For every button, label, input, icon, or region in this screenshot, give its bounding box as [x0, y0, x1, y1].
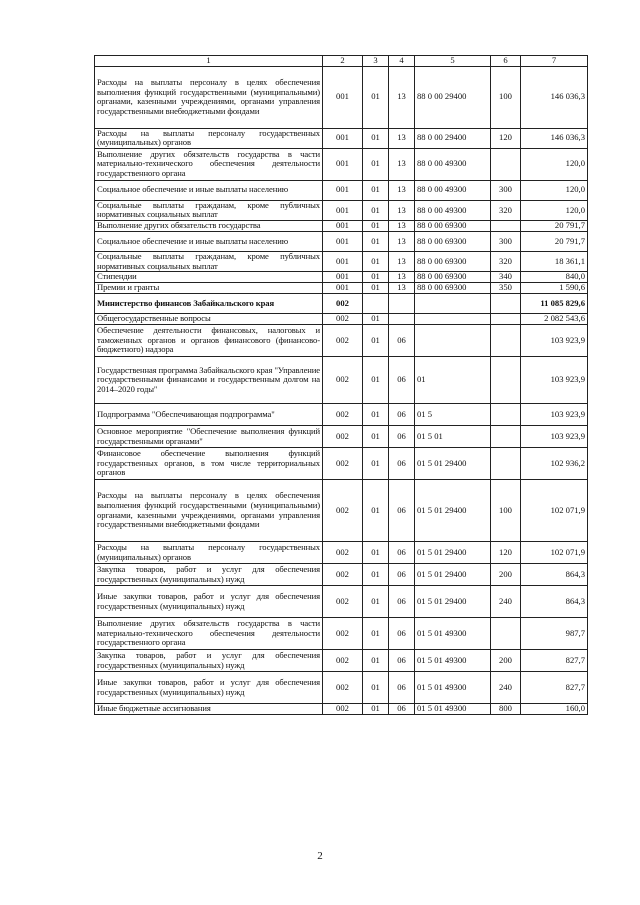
- subsection-code-cell: 06: [389, 704, 415, 715]
- target-article-cell: 88 0 00 69300: [415, 283, 491, 294]
- item-name-cell: Закупка товаров, работ и услуг для обеспечения государственных (муниципальных) нужд: [95, 650, 323, 672]
- target-article-cell: 88 0 00 69300: [415, 220, 491, 231]
- target-article-cell: 01 5: [415, 404, 491, 426]
- section-code-cell: 01: [363, 220, 389, 231]
- expense-type-cell: [491, 448, 521, 480]
- amount-cell: 20 791,7: [521, 220, 588, 231]
- item-name-cell: Социальное обеспечение и иные выплаты населению: [95, 231, 323, 251]
- item-name-cell: Социальные выплаты гражданам, кроме публичных нормативных социальных выплат: [95, 251, 323, 271]
- section-code-cell: 01: [363, 618, 389, 650]
- table-row: [95, 672, 588, 704]
- item-name-cell: Выполнение других обязательств государства в части материально-технического обеспечения деятельности государственного органа: [95, 618, 323, 650]
- admin-code-cell: 002: [323, 618, 363, 650]
- expense-type-cell: 200: [491, 564, 521, 586]
- amount-cell: 120,0: [521, 200, 588, 220]
- section-code-cell: 01: [363, 66, 389, 128]
- expense-type-cell: [491, 314, 521, 325]
- item-name-cell: Государственная программа Забайкальского края "Управление государственными финансами и государственным долгом на 2014–2020 годы": [95, 357, 323, 404]
- expense-type-cell: [491, 294, 521, 314]
- amount-cell: 840,0: [521, 272, 588, 283]
- subsection-code-cell: 13: [389, 272, 415, 283]
- table-row: [95, 480, 588, 542]
- amount-cell: 20 791,7: [521, 231, 588, 251]
- header-col-5: 5: [415, 56, 491, 67]
- target-article-cell: 01 5 01 49300: [415, 618, 491, 650]
- table-row: [95, 283, 588, 294]
- expense-type-cell: 320: [491, 200, 521, 220]
- table-header-row: [95, 56, 588, 67]
- target-article-cell: 01 5 01 29400: [415, 448, 491, 480]
- admin-code-cell: 002: [323, 325, 363, 357]
- table-row: [95, 200, 588, 220]
- amount-cell: 11 085 829,6: [521, 294, 588, 314]
- subsection-code-cell: 13: [389, 148, 415, 180]
- amount-cell: 103 923,9: [521, 357, 588, 404]
- expense-type-cell: 300: [491, 231, 521, 251]
- table-row: [95, 180, 588, 200]
- target-article-cell: 88 0 00 49300: [415, 148, 491, 180]
- budget-table: [94, 55, 588, 715]
- item-name-cell: Выполнение других обязательств государства в части материально-технического обеспечения деятельности государственного органа: [95, 148, 323, 180]
- section-code-cell: 01: [363, 404, 389, 426]
- amount-cell: 103 923,9: [521, 404, 588, 426]
- header-col-7: 7: [521, 56, 588, 67]
- amount-cell: 827,7: [521, 650, 588, 672]
- section-code-cell: 01: [363, 272, 389, 283]
- target-article-cell: 88 0 00 69300: [415, 251, 491, 271]
- item-name-cell: Расходы на выплаты персоналу государственных (муниципальных) органов: [95, 128, 323, 148]
- table-row: [95, 128, 588, 148]
- subsection-code-cell: 06: [389, 480, 415, 542]
- target-article-cell: 01 5 01 49300: [415, 672, 491, 704]
- admin-code-cell: 001: [323, 283, 363, 294]
- section-code-cell: 01: [363, 128, 389, 148]
- admin-code-cell: 002: [323, 426, 363, 448]
- target-article-cell: 01 5 01 29400: [415, 480, 491, 542]
- amount-cell: 18 361,1: [521, 251, 588, 271]
- admin-code-cell: 002: [323, 480, 363, 542]
- table-row: [95, 231, 588, 251]
- amount-cell: 120,0: [521, 148, 588, 180]
- subsection-code-cell: 06: [389, 672, 415, 704]
- target-article-cell: 01: [415, 357, 491, 404]
- amount-cell: 160,0: [521, 704, 588, 715]
- table-row: [95, 404, 588, 426]
- expense-type-cell: 200: [491, 650, 521, 672]
- admin-code-cell: 001: [323, 200, 363, 220]
- expense-type-cell: 320: [491, 251, 521, 271]
- section-code-cell: 01: [363, 650, 389, 672]
- subsection-code-cell: 06: [389, 404, 415, 426]
- header-col-3: 3: [363, 56, 389, 67]
- expense-type-cell: [491, 618, 521, 650]
- amount-cell: 987,7: [521, 618, 588, 650]
- admin-code-cell: 002: [323, 404, 363, 426]
- admin-code-cell: 002: [323, 586, 363, 618]
- table-row: [95, 294, 588, 314]
- page-number: 2: [317, 850, 323, 862]
- subsection-code-cell: 06: [389, 325, 415, 357]
- item-name-cell: Социальное обеспечение и иные выплаты населению: [95, 180, 323, 200]
- admin-code-cell: 002: [323, 357, 363, 404]
- table-row: [95, 325, 588, 357]
- expense-type-cell: [491, 404, 521, 426]
- item-name-cell: Расходы на выплаты персоналу в целях обеспечения выполнения функций государственными (муниципальными) органами, казенными учреждениями, органами управления государственными внебюджетными фондами: [95, 480, 323, 542]
- subsection-code-cell: 13: [389, 231, 415, 251]
- subsection-code-cell: 13: [389, 66, 415, 128]
- section-code-cell: 01: [363, 283, 389, 294]
- table-row: [95, 357, 588, 404]
- target-article-cell: [415, 314, 491, 325]
- amount-cell: 103 923,9: [521, 426, 588, 448]
- expense-type-cell: 120: [491, 128, 521, 148]
- target-article-cell: 01 5 01 49300: [415, 650, 491, 672]
- target-article-cell: 88 0 00 69300: [415, 272, 491, 283]
- table-row: [95, 542, 588, 564]
- subsection-code-cell: 13: [389, 283, 415, 294]
- admin-code-cell: 001: [323, 231, 363, 251]
- item-name-cell: Социальные выплаты гражданам, кроме публичных нормативных социальных выплат: [95, 200, 323, 220]
- section-code-cell: 01: [363, 180, 389, 200]
- item-name-cell: Иные закупки товаров, работ и услуг для обеспечения государственных (муниципальных) нужд: [95, 586, 323, 618]
- table-row: [95, 564, 588, 586]
- item-name-cell: Выполнение других обязательств государства: [95, 220, 323, 231]
- section-code-cell: 01: [363, 325, 389, 357]
- subsection-code-cell: 13: [389, 220, 415, 231]
- expense-type-cell: [491, 357, 521, 404]
- subsection-code-cell: 06: [389, 564, 415, 586]
- amount-cell: 102 071,9: [521, 542, 588, 564]
- header-col-2: 2: [323, 56, 363, 67]
- section-code-cell: 01: [363, 426, 389, 448]
- target-article-cell: 88 0 00 69300: [415, 231, 491, 251]
- table-row: [95, 618, 588, 650]
- table-row: [95, 272, 588, 283]
- item-name-cell: Подпрограмма "Обеспечивающая подпрограмма": [95, 404, 323, 426]
- target-article-cell: 01 5 01 29400: [415, 586, 491, 618]
- table-row: [95, 314, 588, 325]
- amount-cell: 864,3: [521, 564, 588, 586]
- admin-code-cell: 001: [323, 180, 363, 200]
- item-name-cell: Общегосударственные вопросы: [95, 314, 323, 325]
- admin-code-cell: 001: [323, 148, 363, 180]
- admin-code-cell: 002: [323, 672, 363, 704]
- expense-type-cell: [491, 220, 521, 231]
- target-article-cell: [415, 294, 491, 314]
- admin-code-cell: 001: [323, 128, 363, 148]
- section-code-cell: 01: [363, 148, 389, 180]
- admin-code-cell: 001: [323, 251, 363, 271]
- admin-code-cell: 002: [323, 542, 363, 564]
- amount-cell: 2 082 543,6: [521, 314, 588, 325]
- expense-type-cell: 100: [491, 480, 521, 542]
- table-row: [95, 448, 588, 480]
- expense-type-cell: [491, 426, 521, 448]
- target-article-cell: 88 0 00 29400: [415, 66, 491, 128]
- subsection-code-cell: 06: [389, 542, 415, 564]
- expense-type-cell: 240: [491, 586, 521, 618]
- target-article-cell: 01 5 01 29400: [415, 564, 491, 586]
- amount-cell: 103 923,9: [521, 325, 588, 357]
- amount-cell: 120,0: [521, 180, 588, 200]
- subsection-code-cell: 06: [389, 357, 415, 404]
- budget-document-page: [94, 55, 587, 715]
- section-code-cell: 01: [363, 704, 389, 715]
- expense-type-cell: 350: [491, 283, 521, 294]
- section-code-cell: 01: [363, 231, 389, 251]
- amount-cell: 102 071,9: [521, 480, 588, 542]
- amount-cell: 827,7: [521, 672, 588, 704]
- amount-cell: 146 036,3: [521, 128, 588, 148]
- table-row: [95, 586, 588, 618]
- section-code-cell: 01: [363, 251, 389, 271]
- expense-type-cell: [491, 148, 521, 180]
- section-code-cell: 01: [363, 448, 389, 480]
- subsection-code-cell: 13: [389, 180, 415, 200]
- section-code-cell: 01: [363, 200, 389, 220]
- item-name-cell: Основное мероприятие "Обеспечение выполнения функций государственными органами": [95, 426, 323, 448]
- admin-code-cell: 002: [323, 448, 363, 480]
- item-name-cell: Финансовое обеспечение выполнения функций государственных органов, в том числе территориальных органов: [95, 448, 323, 480]
- admin-code-cell: 001: [323, 272, 363, 283]
- target-article-cell: 01 5 01 49300: [415, 704, 491, 715]
- amount-cell: 1 590,6: [521, 283, 588, 294]
- expense-type-cell: 300: [491, 180, 521, 200]
- section-code-cell: 01: [363, 480, 389, 542]
- target-article-cell: [415, 325, 491, 357]
- subsection-code-cell: 13: [389, 128, 415, 148]
- section-code-cell: 01: [363, 314, 389, 325]
- section-code-cell: 01: [363, 586, 389, 618]
- target-article-cell: 01 5 01: [415, 426, 491, 448]
- item-name-cell: Обеспечение деятельности финансовых, налоговых и таможенных органов и органов финансового (финансово-бюджетного) надзора: [95, 325, 323, 357]
- expense-type-cell: 100: [491, 66, 521, 128]
- subsection-code-cell: 13: [389, 200, 415, 220]
- expense-type-cell: [491, 325, 521, 357]
- section-code-cell: 01: [363, 357, 389, 404]
- admin-code-cell: 002: [323, 704, 363, 715]
- item-name-cell: Иные бюджетные ассигнования: [95, 704, 323, 715]
- item-name-cell: Стипендии: [95, 272, 323, 283]
- subsection-code-cell: [389, 314, 415, 325]
- subsection-code-cell: [389, 294, 415, 314]
- section-code-cell: 01: [363, 564, 389, 586]
- target-article-cell: 88 0 00 49300: [415, 180, 491, 200]
- section-code-cell: 01: [363, 542, 389, 564]
- expense-type-cell: 340: [491, 272, 521, 283]
- admin-code-cell: 002: [323, 314, 363, 325]
- section-code-cell: 01: [363, 672, 389, 704]
- expense-type-cell: 800: [491, 704, 521, 715]
- table-row: [95, 66, 588, 128]
- subsection-code-cell: 06: [389, 448, 415, 480]
- table-row: [95, 650, 588, 672]
- header-col-6: 6: [491, 56, 521, 67]
- target-article-cell: 88 0 00 29400: [415, 128, 491, 148]
- target-article-cell: 88 0 00 49300: [415, 200, 491, 220]
- admin-code-cell: 002: [323, 294, 363, 314]
- subsection-code-cell: 06: [389, 426, 415, 448]
- admin-code-cell: 002: [323, 650, 363, 672]
- item-name-cell: Министерство финансов Забайкальского края: [95, 294, 323, 314]
- item-name-cell: Иные закупки товаров, работ и услуг для обеспечения государственных (муниципальных) нужд: [95, 672, 323, 704]
- subsection-code-cell: 13: [389, 251, 415, 271]
- table-row: [95, 148, 588, 180]
- amount-cell: 146 036,3: [521, 66, 588, 128]
- expense-type-cell: 120: [491, 542, 521, 564]
- amount-cell: 102 936,2: [521, 448, 588, 480]
- section-code-cell: [363, 294, 389, 314]
- table-row: [95, 220, 588, 231]
- subsection-code-cell: 06: [389, 618, 415, 650]
- table-row: [95, 704, 588, 715]
- item-name-cell: Премии и гранты: [95, 283, 323, 294]
- table-row: [95, 426, 588, 448]
- expense-type-cell: 240: [491, 672, 521, 704]
- header-col-4: 4: [389, 56, 415, 67]
- admin-code-cell: 001: [323, 220, 363, 231]
- subsection-code-cell: 06: [389, 650, 415, 672]
- admin-code-cell: 002: [323, 564, 363, 586]
- item-name-cell: Закупка товаров, работ и услуг для обеспечения государственных (муниципальных) нужд: [95, 564, 323, 586]
- header-col-1: 1: [95, 56, 323, 67]
- target-article-cell: 01 5 01 29400: [415, 542, 491, 564]
- item-name-cell: Расходы на выплаты персоналу государственных (муниципальных) органов: [95, 542, 323, 564]
- table-row: [95, 251, 588, 271]
- admin-code-cell: 001: [323, 66, 363, 128]
- amount-cell: 864,3: [521, 586, 588, 618]
- subsection-code-cell: 06: [389, 586, 415, 618]
- item-name-cell: Расходы на выплаты персоналу в целях обеспечения выполнения функций государственными (муниципальными) органами, казенными учреждениями, органами управления государственными внебюджетными фондами: [95, 66, 323, 128]
